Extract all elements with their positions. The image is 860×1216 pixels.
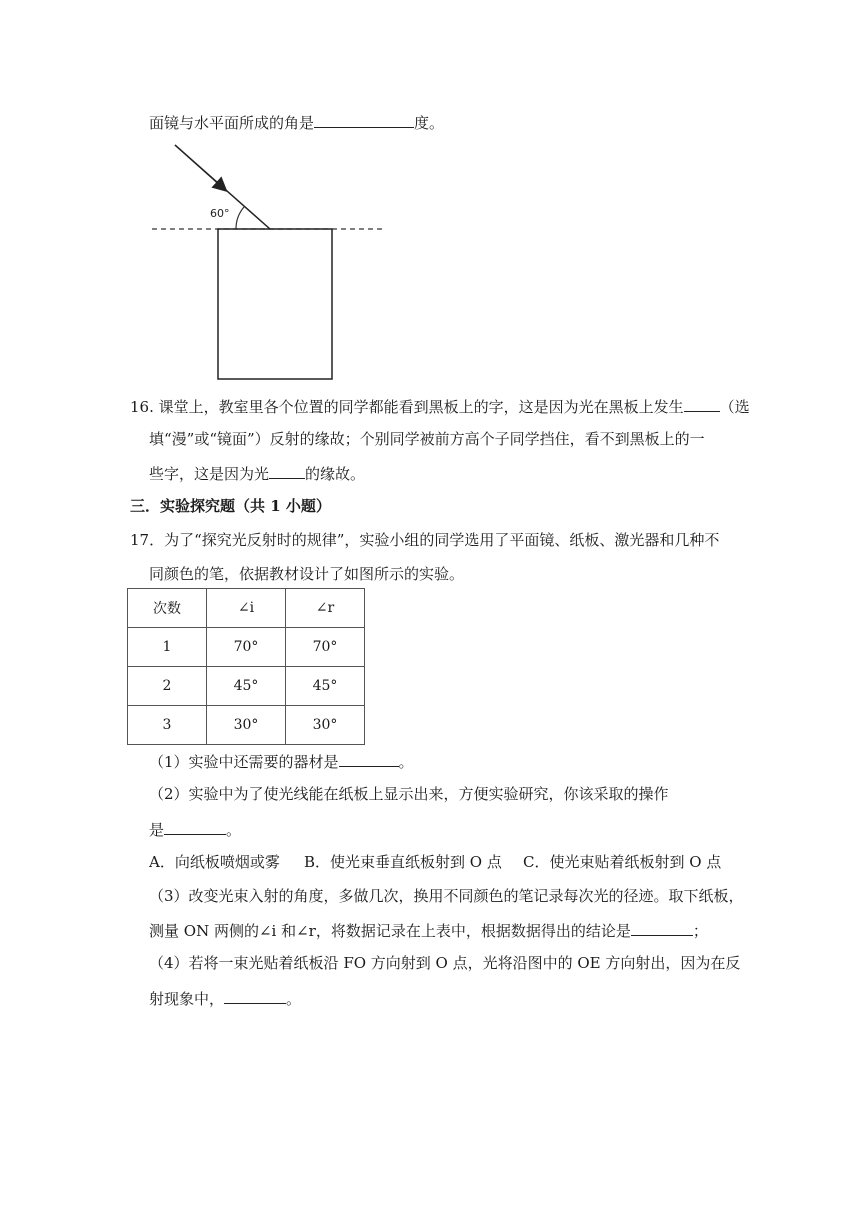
q16-text-1: 16. 课堂上，教室里各个位置的同学都能看到黑板上的字，这是因为光在黑板上发生	[130, 398, 684, 416]
table-header-cell: ∠r	[286, 589, 365, 628]
q17-sub3-text: 测量 ON 两侧的∠i 和∠r，将数据记录在上表中，根据数据得出的结论是	[149, 922, 631, 940]
q17-sub1	[149, 750, 414, 772]
q17-sub4-blank[interactable]	[224, 987, 286, 1004]
q15-text: 面镜与水平面所成的角是	[149, 114, 315, 132]
q17-sub1-text: （1）实验中还需要的器材是	[149, 753, 339, 771]
q17-sub4-line1: （4）若将一束光贴着纸板沿 FO 方向射到 O 点，光将沿图中的 OE 方向射出，因为在反	[149, 954, 741, 972]
table-row	[128, 628, 365, 667]
table-cell: 45°	[286, 667, 365, 706]
table-header-row	[128, 589, 365, 628]
q17-sub3-blank[interactable]	[631, 919, 693, 936]
q16-blank-1[interactable]	[684, 395, 720, 412]
table-cell: 30°	[207, 706, 286, 745]
q16-text-3b: 的缘故。	[305, 465, 366, 483]
ray-arrow	[175, 145, 222, 187]
q17-sub2-line1: （2）实验中为了使光线能在纸板上显示出来，方便实验研究，你该采取的操作	[149, 785, 669, 803]
q17-sub2-blank[interactable]	[164, 818, 226, 835]
q17-sub1-blank[interactable]	[339, 750, 399, 767]
q17-option-c[interactable]: C．使光束贴着纸板射到 O 点	[523, 853, 722, 871]
table-cell: 2	[128, 667, 207, 706]
q15-line	[149, 111, 444, 133]
q17-option-b[interactable]: B．使光束垂直纸板射到 O 点	[304, 853, 502, 871]
angle-label: 60°	[210, 207, 230, 220]
q16-blank-2[interactable]	[269, 462, 305, 479]
q17-sub3-line2	[149, 919, 708, 941]
q17-sub1-end: 。	[398, 753, 414, 771]
q17-sub3-end: ；	[692, 922, 708, 940]
q16-text-3: 些字，这是因为光	[149, 465, 270, 483]
angle-arc	[236, 206, 245, 229]
q17-line2: 同颜色的笔，依据教材设计了如图所示的实验。	[149, 565, 465, 583]
table-cell: 70°	[207, 628, 286, 667]
q17-option-a[interactable]: A．向纸板喷烟或雾	[149, 853, 280, 871]
table-header-cell: ∠i	[207, 589, 286, 628]
q17-sub4-end: 。	[286, 990, 302, 1008]
table-cell: 45°	[207, 667, 286, 706]
section-3-title: 三．实验探究题（共 1 小题）	[130, 497, 331, 515]
q17-sub4-text: 射现象中，	[149, 990, 225, 1008]
table-cell: 70°	[286, 628, 365, 667]
table-header-cell: 次数	[128, 589, 207, 628]
q16-text-2: 填“漫”或“镜面”）反射的缘故；个别同学被前方高个子同学挡住，看不到黑板上的一	[149, 430, 705, 448]
q16-line2	[149, 429, 705, 449]
table-cell: 30°	[286, 706, 365, 745]
container-box	[218, 229, 332, 379]
q17-sub2-line2	[149, 818, 241, 840]
table-row	[128, 706, 365, 745]
q16-text-1b: （选	[719, 398, 750, 416]
q16-line3	[149, 462, 365, 484]
q17-sub3-line1: （3）改变光束入射的角度，多做几次，换用不同颜色的笔记录每次光的径迹。取下纸板，	[149, 887, 744, 905]
q15-answer-blank[interactable]	[314, 111, 414, 128]
table-row	[128, 667, 365, 706]
table-cell: 3	[128, 706, 207, 745]
data-table	[127, 588, 365, 745]
q16-line1	[130, 395, 750, 417]
q17-line1: 17．为了“探究光反射时的规律”，实验小组的同学选用了平面镜、纸板、激光器和几种不	[130, 531, 720, 549]
reflection-figure	[140, 135, 400, 385]
q17-sub4-line2	[149, 987, 301, 1009]
table-cell: 1	[128, 628, 207, 667]
q17-sub2-end: 。	[226, 821, 242, 839]
q17-sub2-text: 是	[149, 821, 165, 839]
q15-text-end: 度。	[414, 114, 445, 132]
